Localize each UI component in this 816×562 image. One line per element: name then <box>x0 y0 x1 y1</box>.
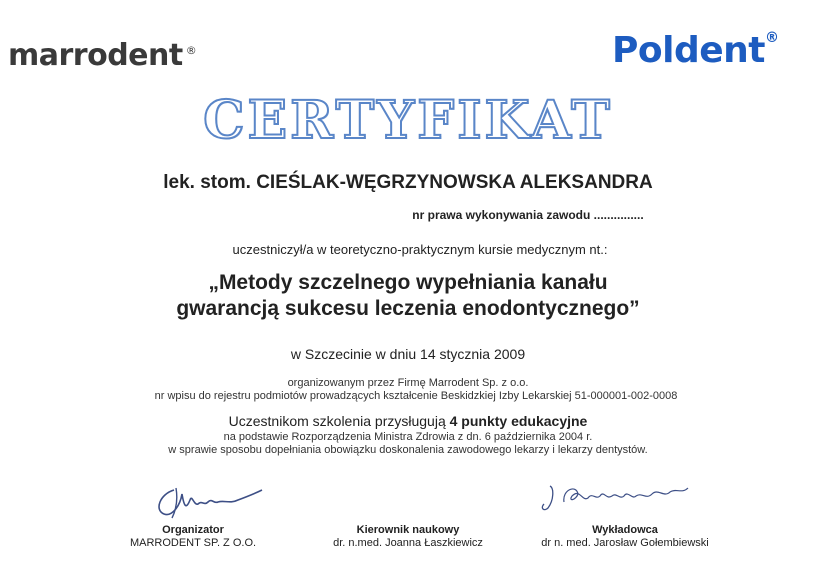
registered-mark: ® <box>185 44 197 57</box>
regulation-line-2: w sprawie sposobu dopełniania obowiązku doskonalenia zawodowego lekarzy i lekarzy dentystów. <box>168 444 648 456</box>
signature-role: Wykładowca <box>592 524 658 536</box>
marrodent-logo-text: marrodent <box>8 38 183 73</box>
poldent-logo-text: Poldent <box>612 30 765 71</box>
organizer-line: organizowanym przez Firmę Marrodent Sp. z o.o. <box>287 377 529 389</box>
signature-lecturer <box>530 524 720 550</box>
signature-name: dr. n.med. Joanna Łaszkiewicz <box>333 537 483 549</box>
course-title-line-2: gwarancją sukcesu leczenia enodontycznego” <box>176 297 640 320</box>
participation-statement: uczestniczył/a w teoretyczno-praktycznym kursie medycznym nt.: <box>232 242 608 257</box>
education-points <box>0 413 816 429</box>
signature-scientific-director <box>318 524 498 550</box>
points-value: 4 punkty edukacyjne <box>449 413 588 429</box>
date-place: w Szczecinie w dniu 14 stycznia 2009 <box>290 346 526 362</box>
poldent-logo <box>612 30 778 71</box>
certificate-title: CERTYFIKAT <box>203 90 613 151</box>
signature-role: Kierownik naukowy <box>356 524 460 536</box>
license-number-line: nr prawa wykonywania zawodu ............... <box>412 208 644 222</box>
lecturer-signature <box>536 478 696 514</box>
signature-role: Organizator <box>162 524 224 536</box>
recipient-name: lek. stom. CIEŚLAK-WĘGRZYNOWSKA ALEKSANDRA <box>163 172 653 193</box>
organizer-signature <box>150 480 270 522</box>
course-title <box>0 270 816 322</box>
signature-name: dr n. med. Jarosław Gołembiewski <box>541 537 709 549</box>
marrodent-logo <box>8 38 197 73</box>
registered-mark: ® <box>764 30 779 46</box>
regulation-line-1: na podstawie Rozporządzenia Ministra Zdrowia z dn. 6 października 2004 r. <box>223 431 593 443</box>
signature-name: MARRODENT SP. Z O.O. <box>129 537 257 549</box>
points-prefix: Uczestnikom szkolenia przysługują <box>228 413 450 429</box>
registry-line: nr wpisu do rejestru podmiotów prowadzących kształcenie Beskidzkiej Izby Lekarskiej 51-000001-002-0008 <box>154 390 678 402</box>
course-title-line-1: „Metody szczelnego wypełniania kanału <box>208 271 608 294</box>
signature-organizer <box>118 524 268 550</box>
